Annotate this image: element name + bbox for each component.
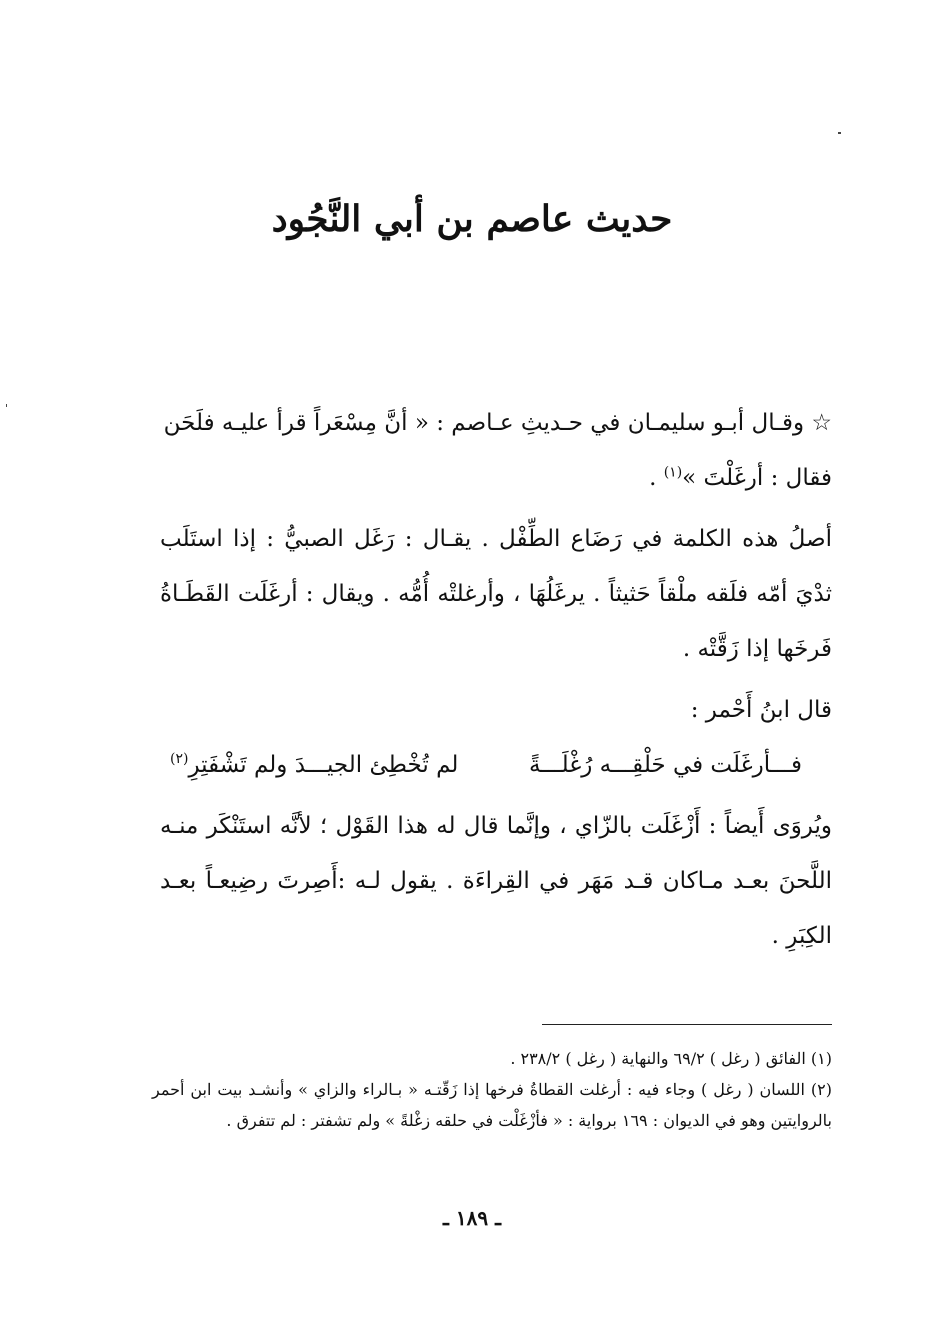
footnote-ref-1: (١)	[663, 464, 683, 481]
poetry-verse	[160, 738, 832, 793]
paragraph-1-end: .	[649, 465, 664, 491]
paragraph-1	[160, 396, 832, 506]
verse-second-hemistich: لم تُخْطِئ الجيـــدَ ولم تَشْفَتِرِ(٢)	[170, 738, 458, 793]
scan-speck	[6, 404, 7, 407]
paragraph-1-line-1: ☆ وقـال أبـو سليمـان في حـديثِ عـاصم : « أنَّ مِسْعَراً قرأ عليـه فلَحَن	[163, 410, 832, 436]
scan-speck	[838, 132, 841, 134]
verse-second-text: لم تُخْطِئ الجيـــدَ ولم تَشْفَتِرِ	[188, 752, 459, 778]
paragraph-4: ويُروَى أَيضاً : أَزْغَلَت بالزّاي ، وإنَّما قال له هذا القَوْل ؛ لأنَّه استَنْكَر منـه اللَّحنَ بعـد مـاكان قـد مَهَر في القِراءَة . يقول لـه :أَصِرتَ رضِيعـاً بعـد الكِبَرِ .	[160, 813, 832, 949]
page-number: ـ ١٨٩ ـ	[443, 1206, 501, 1230]
paragraph-1-line-2: فقال : أرغَلْتَ »	[682, 465, 832, 491]
paragraph-2: أصلُ هذه الكلمة في رَضَاع الطِّفْل . يقـال : رَغَل الصبيُّ : إذا استَلَب ثدْيَ أمّه فلَقه ملْقاً حَثيثاً . يرغَلُهَا ، وأرغلتْه أُمُّه . ويقال : أرغَلَت القَطَـاةُ فَرخَها إذا زَقَّتْه .	[160, 526, 832, 662]
verse-intro: قال ابنُ أَحْمر :	[690, 697, 832, 723]
main-text	[160, 396, 832, 964]
footnote-1: (١) الفائق ( رغل ) ٦٩/٢ والنهاية ( رغل ) ٢٣٨/٢ .	[510, 1049, 832, 1068]
page-title: حديث عاصم بن أبي النَّجُود	[271, 198, 673, 240]
footnote-divider	[542, 1024, 832, 1025]
footnotes	[152, 1043, 832, 1136]
verse-first-hemistich: فـــأرغَلَت في حَلْقِـــه رُغْلَـــةً	[529, 752, 802, 778]
footnote-2: (٢) اللسان ( رغل ) وجاء فيه : أرغلت القطاةُ فرخها إذا زَقّتـه « بـالراء والزاي » وأنشـد بيت ابن أحمر بالروايتين وهو في الديوان : ١٦٩ برواية : « فأزْغَلْت في حلقه زغْلةً » ولم تشفتر : لم تتفرق .	[152, 1080, 833, 1130]
